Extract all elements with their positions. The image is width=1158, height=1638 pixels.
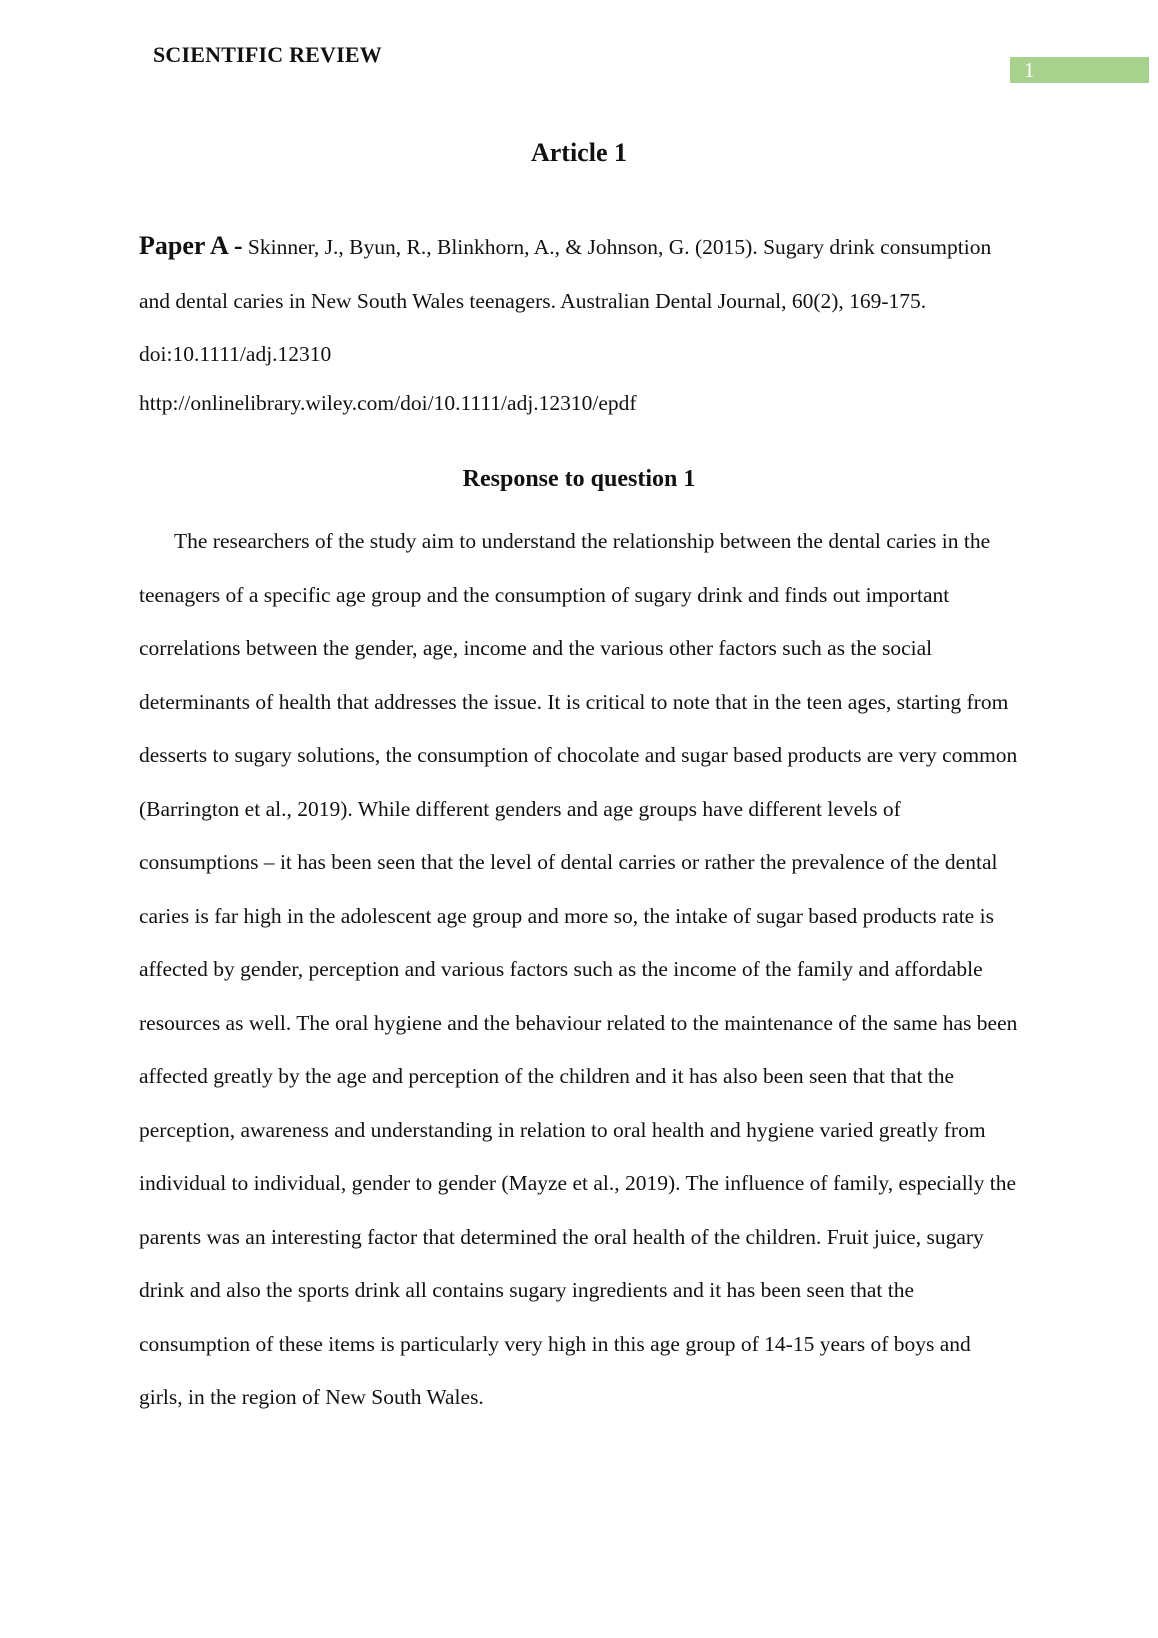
running-head: SCIENTIFIC REVIEW xyxy=(153,42,382,67)
response-heading: Response to question 1 xyxy=(462,466,696,492)
reference-label: Paper A - xyxy=(139,231,243,260)
reference-url: http://onlinelibrary.wiley.com/doi/10.1111/adj.12310/epdf xyxy=(139,391,637,415)
reference-text: Skinner, J., Byun, R., Blinkhorn, A., & Johnson, G. (2015). Sugary drink consumption and dental caries in New South Wales teenagers. Australian Dental Journal, 60(2), 169-175. doi:10.1111/adj.12310 xyxy=(139,235,992,366)
reference-citation xyxy=(139,219,1019,382)
page-number: 1 xyxy=(1010,57,1149,83)
article-title: Article 1 xyxy=(530,138,627,167)
response-paragraph: The researchers of the study aim to understand the relationship between the dental caries in the teenagers of a specific age group and the consumption of sugary drink and finds out important correlations between the gender, age, income and the various other factors such as the social determinants of health that addresses the issue. It is critical to note that in the teen ages, starting from desserts to sugary solutions, the consumption of chocolate and sugar based products are very common (Barrington et al., 2019). While different genders and age groups have different levels of consumptions – it has been seen that the level of dental carries or rather the prevalence of the dental caries is far high in the adolescent age group and more so, the intake of sugar based products rate is affected by gender, perception and various factors such as the income of the family and affordable resources as well. The oral hygiene and the behaviour related to the maintenance of the same has been affected greatly by the age and perception of the children and it has also been seen that that the perception, awareness and understanding in relation to oral health and hygiene varied greatly from individual to individual, gender to gender (Mayze et al., 2019). The influence of family, especially the parents was an interesting factor that determined the oral health of the children. Fruit juice, sugary drink and also the sports drink all contains sugary ingredients and it has been seen that the consumption of these items is particularly very high in this age group of 14-15 years of boys and girls, in the region of New South Wales. xyxy=(139,529,1018,1409)
